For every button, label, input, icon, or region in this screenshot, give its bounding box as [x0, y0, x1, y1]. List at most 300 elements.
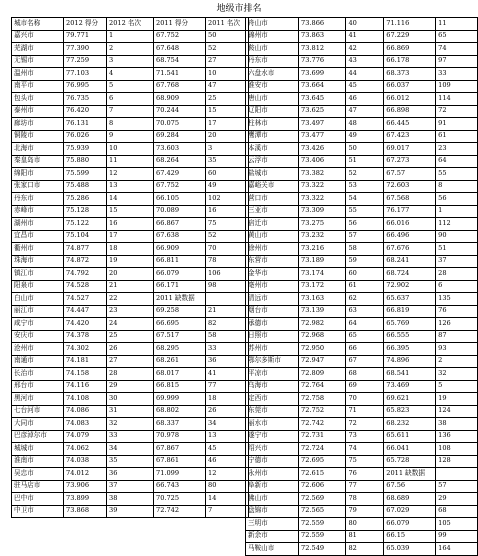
table-cell: 鹰潭市 — [246, 130, 299, 143]
table-row — [246, 105, 478, 118]
table-row — [246, 230, 478, 243]
table-cell: 38 — [107, 493, 154, 506]
table-cell: 61 — [346, 280, 384, 293]
table-cell: 73.139 — [299, 305, 346, 318]
table-cell: 长治市 — [12, 368, 64, 381]
table-cell: 72.559 — [299, 518, 346, 531]
table-cell: 28 — [436, 268, 478, 281]
table-row — [12, 355, 249, 368]
table-cell: 61 — [436, 130, 478, 143]
table-cell: 盘锦市 — [246, 505, 299, 518]
table-cell: 73.322 — [299, 193, 346, 206]
table-cell: 73.322 — [299, 180, 346, 193]
table-cell: 74.108 — [64, 393, 107, 406]
table-cell: 73.232 — [299, 230, 346, 243]
table-cell: 66.815 — [154, 380, 206, 393]
table-cell: 芜湖市 — [12, 43, 64, 56]
table-cell: 12 — [206, 468, 249, 481]
table-row — [246, 43, 478, 56]
table-cell: 66.811 — [154, 255, 206, 268]
table-row — [12, 218, 249, 231]
table-row — [12, 468, 249, 481]
table-row — [246, 55, 478, 68]
table-cell: 73.216 — [299, 243, 346, 256]
table-cell: 60 — [346, 268, 384, 281]
table-cell: 114 — [436, 93, 478, 106]
table-cell: 72.559 — [299, 530, 346, 543]
table-cell: 57 — [346, 230, 384, 243]
table-cell: 50 — [346, 143, 384, 156]
table-row — [246, 268, 478, 281]
table-cell: 66.012 — [384, 93, 436, 106]
table-cell: 74.158 — [64, 368, 107, 381]
column-header: 城市名称 — [12, 18, 64, 31]
table-cell: 38 — [436, 418, 478, 431]
table-cell: 温州市 — [12, 68, 64, 81]
table-cell: 53 — [346, 180, 384, 193]
table-cell: 47 — [206, 80, 249, 93]
table-cell: 74.181 — [64, 355, 107, 368]
table-row — [246, 280, 478, 293]
table-cell: 20 — [107, 268, 154, 281]
table-cell: 76.995 — [64, 80, 107, 93]
table-row — [246, 518, 478, 531]
table-cell: 44 — [346, 68, 384, 81]
table-row — [12, 493, 249, 506]
table-cell: 33 — [206, 343, 249, 356]
table-cell: 52 — [206, 43, 249, 56]
table-cell: 宜昌市 — [12, 230, 64, 243]
table-cell: 金华市 — [246, 268, 299, 281]
table-row — [12, 505, 249, 518]
table-row — [12, 143, 249, 156]
table-cell: 21 — [107, 280, 154, 293]
table-cell: 69.621 — [384, 393, 436, 406]
table-cell: 5 — [107, 80, 154, 93]
table-cell: 60 — [206, 168, 249, 181]
table-cell: 66.445 — [384, 118, 436, 131]
table-cell: 73.382 — [299, 168, 346, 181]
table-cell: 柱林市 — [246, 118, 299, 131]
table-cell: 72.950 — [299, 343, 346, 356]
table-cell: 嘉兴市 — [12, 30, 64, 43]
table-cell: 73.906 — [64, 480, 107, 493]
table-row — [12, 255, 249, 268]
table-cell: 白山市 — [12, 293, 64, 306]
column-header: 2011 名次 — [206, 18, 249, 31]
table-cell: 73.477 — [299, 130, 346, 143]
table-cell: 49 — [206, 180, 249, 193]
table-cell: 75 — [206, 218, 249, 231]
table-row — [12, 268, 249, 281]
table-row — [246, 468, 478, 481]
table-cell: 无锡市 — [12, 55, 64, 68]
table-cell: 云浮市 — [246, 155, 299, 168]
table-cell: 73.497 — [299, 118, 346, 131]
table-cell: 74.079 — [64, 430, 107, 443]
table-cell: 66.743 — [154, 480, 206, 493]
table-row — [12, 293, 249, 306]
table-row — [12, 405, 249, 418]
table-cell: 74.302 — [64, 343, 107, 356]
table-cell: 78 — [206, 255, 249, 268]
table-cell: 徐州市 — [246, 243, 299, 256]
table-cell: 36 — [107, 468, 154, 481]
table-cell: 66.041 — [384, 443, 436, 456]
table-cell: 绍兴市 — [246, 443, 299, 456]
table-cell: 马鞍山市 — [246, 543, 299, 556]
table-cell: 67.029 — [384, 505, 436, 518]
table-row — [246, 355, 478, 368]
table-cell: 铜陵市 — [12, 130, 64, 143]
table-cell: 33 — [436, 68, 478, 81]
table-cell: 76.420 — [64, 105, 107, 118]
table-cell: 74.083 — [64, 418, 107, 431]
table-cell: 65.039 — [384, 543, 436, 556]
table-row — [12, 155, 249, 168]
table-cell: 67.273 — [384, 155, 436, 168]
table-row — [246, 255, 478, 268]
table-cell: 55 — [346, 205, 384, 218]
table-row — [12, 30, 249, 43]
table-cell: 七台河市 — [12, 405, 64, 418]
table-cell: 25 — [107, 330, 154, 343]
table-cell: 本溪市 — [246, 143, 299, 156]
table-cell: 77.103 — [64, 68, 107, 81]
table-cell: 巴中市 — [12, 493, 64, 506]
table-cell: 74.012 — [64, 468, 107, 481]
table-row — [12, 380, 249, 393]
column-header: 2012 名次 — [107, 18, 154, 31]
table-cell: 45 — [346, 80, 384, 93]
table-cell: 南通市 — [12, 355, 64, 368]
table-cell: 34 — [206, 418, 249, 431]
table-cell: 35 — [206, 155, 249, 168]
table-cell: 67.867 — [154, 443, 206, 456]
table-cell: 10 — [107, 143, 154, 156]
table-row — [246, 543, 478, 556]
table-cell: 74 — [436, 43, 478, 56]
table-row — [12, 80, 249, 93]
table-cell: 5 — [436, 380, 478, 393]
table-cell: 19 — [107, 255, 154, 268]
table-cell: 3 — [206, 143, 249, 156]
table-row — [12, 393, 249, 406]
table-cell: 淮安市 — [246, 80, 299, 93]
table-cell: 68.541 — [384, 368, 436, 381]
table-cell: 102 — [206, 193, 249, 206]
table-cell: 绵阳市 — [12, 168, 64, 181]
table-row — [246, 430, 478, 443]
table-cell: 11 — [107, 155, 154, 168]
table-cell: 宿迁市 — [246, 218, 299, 231]
table-cell: 71.116 — [384, 18, 436, 31]
table-cell: 66.898 — [384, 105, 436, 118]
table-row — [246, 143, 478, 156]
table-cell: 64 — [436, 155, 478, 168]
table-cell: 75 — [346, 455, 384, 468]
table-cell: 51 — [346, 155, 384, 168]
table-cell: 秦皇岛市 — [12, 155, 64, 168]
table-cell: 73.469 — [384, 380, 436, 393]
table-row — [246, 93, 478, 106]
table-cell: 58 — [346, 243, 384, 256]
table-cell: 66.869 — [384, 43, 436, 56]
table-cell: 20 — [206, 130, 249, 143]
table-cell: 62 — [346, 293, 384, 306]
table-cell: 73.603 — [154, 143, 206, 156]
table-cell: 70.075 — [154, 118, 206, 131]
table-cell: 67.752 — [154, 180, 206, 193]
table-cell: 74.792 — [64, 268, 107, 281]
table-cell: 45 — [206, 443, 249, 456]
table-cell: 66 — [346, 343, 384, 356]
table-cell: 49 — [346, 130, 384, 143]
table-row — [246, 368, 478, 381]
table-row — [246, 405, 478, 418]
table-cell: 66.555 — [384, 330, 436, 343]
table-cell: 2011 缺数据 — [384, 468, 436, 481]
table-cell: 18 — [107, 243, 154, 256]
table-cell: 33 — [107, 430, 154, 443]
table-cell: 9 — [107, 130, 154, 143]
table-cell: 阳泉市 — [12, 280, 64, 293]
table-cell: 79 — [346, 505, 384, 518]
table-cell: 71.099 — [154, 468, 206, 481]
table-cell: 包头市 — [12, 93, 64, 106]
table-cell: 72.606 — [299, 480, 346, 493]
table-cell: 40 — [346, 18, 384, 31]
table-cell: 70.978 — [154, 430, 206, 443]
table-cell: 66.037 — [384, 80, 436, 93]
table-cell: 城城市 — [12, 443, 64, 456]
table-cell: 69.999 — [154, 393, 206, 406]
table-cell: 张家口市 — [12, 180, 64, 193]
table-cell: 26 — [107, 343, 154, 356]
table-cell: 75.599 — [64, 168, 107, 181]
table-cell: 74 — [346, 443, 384, 456]
table-cell: 23 — [107, 305, 154, 318]
table-cell: 72.809 — [299, 368, 346, 381]
table-cell: 59 — [346, 255, 384, 268]
table-row — [12, 318, 249, 331]
table-cell: 51 — [436, 243, 478, 256]
table-cell: 丹东市 — [12, 193, 64, 206]
table-cell: 72.731 — [299, 430, 346, 443]
table-cell: 苏州市 — [246, 343, 299, 356]
table-cell: 126 — [436, 318, 478, 331]
table-cell: 68 — [346, 368, 384, 381]
table-cell: 咸宁市 — [12, 318, 64, 331]
table-row — [12, 368, 249, 381]
page-title: 地级市排名 — [216, 4, 262, 14]
table-cell: 77.259 — [64, 55, 107, 68]
table-cell: 36 — [206, 355, 249, 368]
table-cell: 8 — [436, 180, 478, 193]
table-cell: 80 — [346, 518, 384, 531]
table-row — [12, 118, 249, 131]
table-cell: 68.232 — [384, 418, 436, 431]
table-cell: 41 — [346, 30, 384, 43]
table-row — [246, 68, 478, 81]
table-cell: 68.373 — [384, 68, 436, 81]
table-cell: 30 — [107, 393, 154, 406]
table-cell: 72.724 — [299, 443, 346, 456]
table-cell: 14 — [206, 493, 249, 506]
table-cell: 镇江市 — [12, 268, 64, 281]
table-cell: 烟台市 — [246, 305, 299, 318]
table-cell: 73.406 — [299, 155, 346, 168]
table-cell: 乌海市 — [246, 380, 299, 393]
table-cell: 106 — [206, 268, 249, 281]
table-row — [246, 343, 478, 356]
table-cell: 74.116 — [64, 380, 107, 393]
table-cell: 75.939 — [64, 143, 107, 156]
table-cell: 72.603 — [384, 180, 436, 193]
table-cell: 72.902 — [384, 280, 436, 293]
table-cell: 68.017 — [154, 368, 206, 381]
table-cell: 135 — [436, 293, 478, 306]
table-row — [246, 118, 478, 131]
table-cell: 盐城市 — [246, 168, 299, 181]
table-cell: 75.128 — [64, 205, 107, 218]
table-cell: 67.57 — [384, 168, 436, 181]
table-cell: 79.771 — [64, 30, 107, 43]
table-cell: 1 — [107, 30, 154, 43]
table-cell: 15 — [206, 105, 249, 118]
table-cell: 46 — [346, 93, 384, 106]
table-cell: 8 — [107, 118, 154, 131]
table-cell: 66.171 — [154, 280, 206, 293]
table-row — [12, 243, 249, 256]
table-cell: 99 — [436, 530, 478, 543]
table-cell: 72.947 — [299, 355, 346, 368]
table-cell: 52 — [346, 168, 384, 181]
table-row — [12, 193, 249, 206]
table-cell: 鄂尔多斯市 — [246, 355, 299, 368]
table-cell: 吴忠市 — [12, 468, 64, 481]
table-cell: 74.086 — [64, 405, 107, 418]
table-row — [246, 380, 478, 393]
table-row — [246, 305, 478, 318]
table-cell: 19 — [436, 393, 478, 406]
table-row — [12, 480, 249, 493]
table-cell: 76.177 — [384, 205, 436, 218]
table-row — [246, 168, 478, 181]
table-cell: 72.742 — [154, 505, 206, 518]
table-cell: 承德市 — [246, 318, 299, 331]
table-cell: 68.689 — [384, 493, 436, 506]
table-cell: 66.496 — [384, 230, 436, 243]
table-cell: 湖州市 — [12, 218, 64, 231]
table-cell: 31 — [107, 405, 154, 418]
table-cell: 沧州市 — [12, 343, 64, 356]
table-cell: 27 — [206, 55, 249, 68]
table-cell: 16 — [206, 205, 249, 218]
table-cell: 87 — [436, 330, 478, 343]
table-cell: 76.026 — [64, 130, 107, 143]
table-row — [246, 493, 478, 506]
table-row — [12, 455, 249, 468]
table-cell: 72.615 — [299, 468, 346, 481]
table-cell: 遂宁市 — [246, 430, 299, 443]
table-cell: 67.676 — [384, 243, 436, 256]
table-cell: 74.038 — [64, 455, 107, 468]
table-cell: 68.909 — [154, 93, 206, 106]
table-cell: 50 — [206, 30, 249, 43]
table-cell: 54 — [346, 193, 384, 206]
table-cell: 66.079 — [384, 518, 436, 531]
table-cell: 67.648 — [154, 43, 206, 56]
ranking-table-right — [245, 17, 478, 556]
table-cell: 136 — [436, 430, 478, 443]
table-cell: 80 — [206, 480, 249, 493]
table-cell: 69 — [346, 380, 384, 393]
table-cell: 128 — [436, 455, 478, 468]
table-cell: 73.866 — [299, 18, 346, 31]
table-cell: 73.426 — [299, 143, 346, 156]
table-cell: 75.488 — [64, 180, 107, 193]
table-cell: 73.163 — [299, 293, 346, 306]
table-cell: 65.823 — [384, 405, 436, 418]
table-cell: 67.752 — [154, 30, 206, 43]
table-cell: 68.337 — [154, 418, 206, 431]
table-cell: 71 — [346, 405, 384, 418]
table-cell: 74.872 — [64, 255, 107, 268]
table-cell: 中卫市 — [12, 505, 64, 518]
table-cell: 4 — [107, 68, 154, 81]
table-cell: 67.429 — [154, 168, 206, 181]
table-cell: 74.527 — [64, 293, 107, 306]
table-cell: 72.764 — [299, 380, 346, 393]
table-cell: 72.569 — [299, 493, 346, 506]
table-row — [246, 443, 478, 456]
table-cell: 72.549 — [299, 543, 346, 556]
ranking-table-left — [11, 17, 249, 518]
table-cell: 164 — [436, 543, 478, 556]
table-cell: 衢州市 — [12, 243, 64, 256]
table-cell: 赤峰市 — [12, 205, 64, 218]
table-row — [246, 455, 478, 468]
table-row — [246, 418, 478, 431]
table-row — [12, 180, 249, 193]
table-cell: 68.241 — [384, 255, 436, 268]
table-cell: 68.295 — [154, 343, 206, 356]
table-cell: 63 — [346, 305, 384, 318]
table-cell: 13 — [107, 180, 154, 193]
table-cell: 70.089 — [154, 205, 206, 218]
table-row — [12, 168, 249, 181]
table-cell: 廊坊市 — [12, 118, 64, 131]
table-cell: 66.695 — [154, 318, 206, 331]
table-cell: 66.909 — [154, 243, 206, 256]
table-cell: 6 — [107, 93, 154, 106]
table-row — [246, 80, 478, 93]
table-cell: 74.447 — [64, 305, 107, 318]
table-cell: 73.812 — [299, 43, 346, 56]
column-header: 2011 得分 — [154, 18, 206, 31]
table-cell: 76 — [346, 468, 384, 481]
table-cell: 72 — [436, 105, 478, 118]
table-cell: 佛山市 — [246, 493, 299, 506]
table-cell: 56 — [346, 218, 384, 231]
table-cell: 平凉市 — [246, 368, 299, 381]
table-row — [12, 43, 249, 56]
table-cell: 73.309 — [299, 205, 346, 218]
table-cell: 65.637 — [384, 293, 436, 306]
table-cell: 43 — [346, 55, 384, 68]
table-cell: 73.645 — [299, 93, 346, 106]
